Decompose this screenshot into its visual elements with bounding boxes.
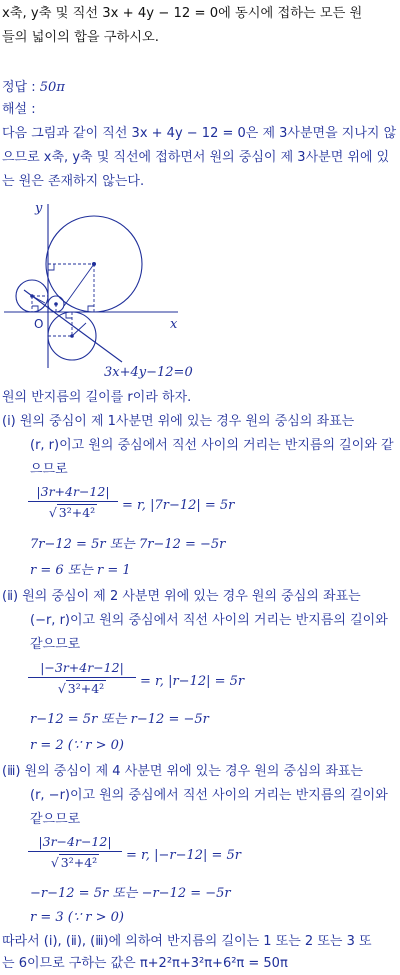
case2-frac-num: |−3r+4r−12| (28, 660, 136, 678)
case1-head: (ⅰ) 원의 중심이 제 1사분면 위에 있는 경우 원의 중심의 좌표는 (2, 414, 355, 429)
case1-eq3: r = 6 또는 r = 1 (30, 563, 131, 578)
conclusion-line-1: 따라서 (ⅰ), (ⅱ), (ⅲ)에 의하여 반지름의 길이는 1 또는 2 또는 3 또 (2, 934, 372, 949)
question-line-2: 들의 넓이의 합을 구하시오. (2, 30, 159, 45)
case2-head: (ⅱ) 원의 중심이 제 2 사분면 위에 있는 경우 원의 중심의 좌표는 (2, 589, 361, 604)
intro-line-2: 으므로 x축, y축 및 직선에 접하면서 원의 중심이 제 3사분면 위에 있 (2, 150, 390, 165)
intro-line-1: 다음 그림과 같이 직선 3x + 4y − 12 = 0은 제 3사분면을 지나지 않 (2, 126, 397, 141)
case2-line-2: (−r, r)이고 원의 중심에서 직선 사이의 거리는 반지름의 길이와 (30, 613, 388, 628)
case3-line-3: 같으므로 (30, 812, 81, 827)
line-equation-label: 3x+4y−12=0 (104, 365, 193, 380)
question-line-1: x축, y축 및 직선 3x + 4y − 12 = 0에 동시에 접하는 모든 원 (2, 6, 363, 21)
case1-frac-tail: = r, |7r−12| = 5r (122, 498, 235, 513)
case3-frac-tail: = r, |−r−12| = 5r (126, 848, 242, 863)
tangent-circles-figure (0, 196, 200, 384)
conclusion-line-2: 는 6이므로 구하는 값은 π+2²π+3²π+6²π = 50π (2, 956, 288, 971)
case1-eq2: 7r−12 = 5r 또는 7r−12 = −5r (30, 537, 226, 552)
case2-eq3: r = 2 (∵ r > 0) (30, 738, 124, 753)
case2-line-3: 같으므로 (30, 637, 81, 652)
case3-frac-den: 3²+4² (60, 855, 98, 870)
case3-fraction: $\frac{|3r-4r-12|}{\text{√ 3²+4²}}$ (28, 834, 122, 870)
case3-eq2: −r−12 = 5r 또는 −r−12 = −5r (30, 886, 231, 901)
case1-line-2: (r, r)이고 원의 중심에서 직선 사이의 거리는 반지름의 길이와 같 (30, 438, 394, 453)
case1-frac-num: |3r+4r−12| (28, 484, 118, 502)
answer-value: 50π (39, 80, 65, 95)
case2-frac-tail: = r, |r−12| = 5r (140, 674, 245, 689)
case1-line-3: 으므로 (30, 462, 68, 477)
origin-label: O (34, 317, 44, 331)
case1-fraction: $\frac{|3r+4r-12|}{\text{√ 3²+4²}}$ (28, 484, 118, 520)
case2-eq2: r−12 = 5r 또는 r−12 = −5r (30, 712, 209, 727)
intro-line-3: 는 원은 존재하지 않는다. (2, 174, 145, 189)
case2-fraction: $\frac{|-3r+4r-12|}{\text{√ 3²+4²}}$ (28, 660, 136, 696)
x-axis-label: x (170, 317, 178, 332)
solution-label: 해설 : (2, 102, 36, 117)
case1-frac-den: 3²+4² (58, 505, 96, 520)
case3-frac-num: |3r−4r−12| (28, 834, 122, 852)
case2-frac-den: 3²+4² (67, 681, 105, 696)
case3-eq3: r = 3 (∵ r > 0) (30, 910, 124, 925)
answer-label: 정답 : (2, 80, 36, 95)
answer-line (2, 80, 65, 96)
case3-line-2: (r, −r)이고 원의 중심에서 직선 사이의 거리는 반지름의 길이와 (30, 788, 388, 803)
y-axis-label: y (35, 201, 43, 216)
radius-intro: 원의 반지름의 길이를 r이라 하자. (2, 390, 192, 405)
case3-head: (ⅲ) 원의 중심이 제 4 사분면 위에 있는 경우 원의 중심의 좌표는 (2, 764, 363, 779)
